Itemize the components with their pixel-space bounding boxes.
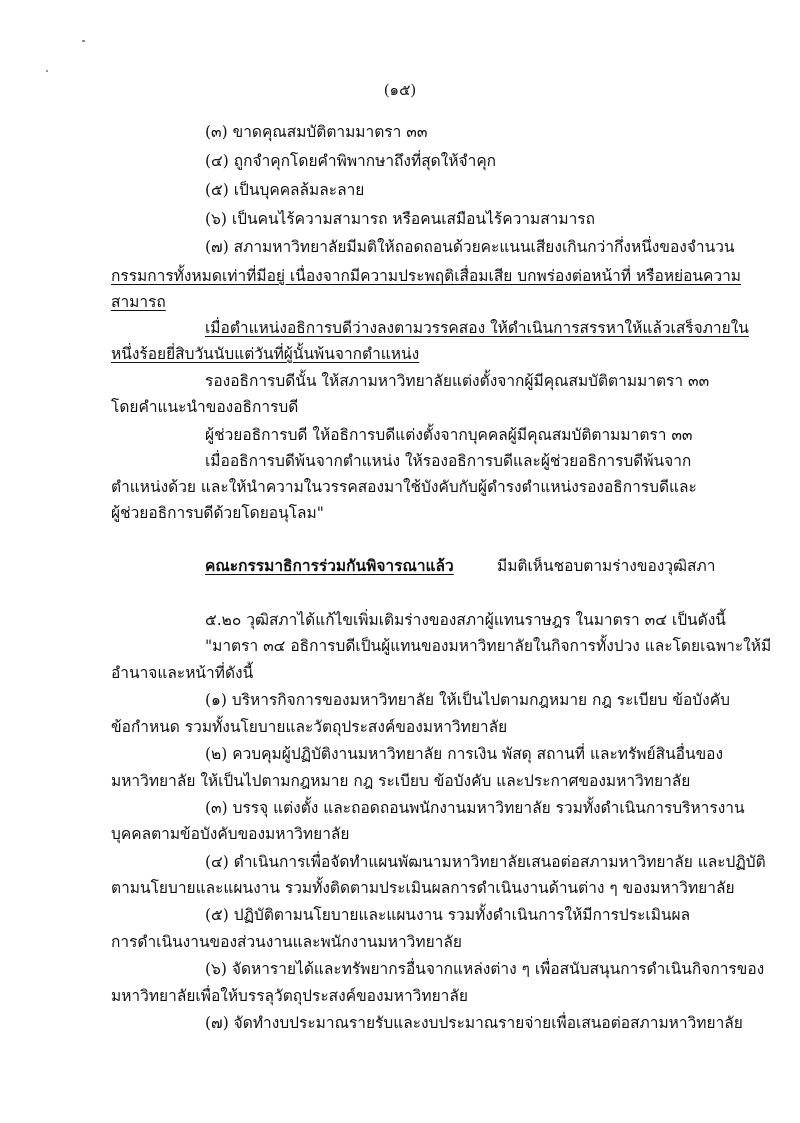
- text-line: โดยคำแนะนำของอธิการบดี: [111, 398, 299, 416]
- text-line: มหาวิทยาลัย ให้เป็นไปตามกฎหมาย กฎ ระเบียบ ข้อบังคับ และประกาศของมหาวิทยาลัย: [111, 772, 691, 790]
- text-line: มหาวิทยาลัยเพื่อให้บรรลุวัตถุประสงค์ของมหาวิทยาลัย: [111, 987, 468, 1005]
- text-line: (๖) เป็นคนไร้ความสามารถ หรือคนเสมือนไร้ความสามารถ: [205, 210, 595, 228]
- text-line: (๔) ถูกจำคุกโดยคำพิพากษาถึงที่สุดให้จำคุก: [205, 152, 497, 170]
- text-line: (๕) ปฏิบัติตามนโยบายและแผนงาน รวมทั้งดำเนินการให้มีการประเมินผล: [205, 906, 691, 924]
- text-line: ตามนโยบายและแผนงาน รวมทั้งติดตามประเมินผลการดำเนินงานด้านต่าง ๆ ของมหาวิทยาลัย: [111, 879, 735, 897]
- text-line: การดำเนินงานของส่วนงานและพนักงานมหาวิทยาลัย: [111, 933, 462, 951]
- text-line-underlined: กรรมการทั้งหมดเท่าที่มีอยู่ เนื่องจากมีความประพฤติเสื่อมเสีย บกพร่องต่อหน้าที่ หรือหย่อนความ: [111, 267, 742, 285]
- scan-speck: [46, 70, 48, 72]
- text-line: อำนาจและหน้าที่ดังนี้: [111, 664, 254, 682]
- text-line: เมื่ออธิการบดีพ้นจากตำแหน่ง ให้รองอธิการบดีและผู้ช่วยอธิการบดีพ้นจาก: [205, 452, 692, 470]
- text-line: (๓) ขาดคุณสมบัติตามมาตรา ๓๓: [205, 123, 428, 141]
- text-line: บุคคลตามข้อบังคับของมหาวิทยาลัย: [111, 825, 350, 843]
- text-line: ข้อกำหนด รวมทั้งนโยบายและวัตถุประสงค์ของมหาวิทยาลัย: [111, 718, 508, 736]
- text-line: (๕) เป็นบุคคลล้มละลาย: [205, 181, 365, 199]
- text-line: (๔) ดำเนินการเพื่อจัดทำแผนพัฒนามหาวิทยาลัยเสนอต่อสภามหาวิทยาลัย และปฏิบัติ: [205, 853, 766, 871]
- text-line: "มาตรา ๓๔ อธิการบดีเป็นผู้แทนของมหาวิทยาลัยในกิจการทั้งปวง และโดยเฉพาะให้มี: [205, 637, 772, 655]
- text-line: (๗) จัดทำงบประมาณรายรับและงบประมาณรายจ่ายเพื่อเสนอต่อสภามหาวิทยาลัย: [205, 1014, 743, 1032]
- text-line: รองอธิการบดีนั้น ให้สภามหาวิทยาลัยแต่งตั้งจากผู้มีคุณสมบัติตามมาตรา ๓๓: [205, 372, 710, 390]
- text-line-underlined: หนึ่งร้อยยี่สิบวันนับแต่วันที่ผู้นั้นพ้นจากตำแหน่ง: [111, 345, 420, 363]
- text-line: (๓) บรรจุ แต่งตั้ง และถอดถอนพนักงานมหาวิทยาลัย รวมทั้งดำเนินการบริหารงาน: [205, 799, 745, 817]
- text-line: ผู้ช่วยอธิการบดี ให้อธิการบดีแต่งตั้งจากบุคคลผู้มีคุณสมบัติตามมาตรา ๓๓: [205, 426, 693, 444]
- text-line: ๕.๒๐ วุฒิสภาได้แก้ไขเพิ่มเติมร่างของสภาผู้แทนราษฎร ในมาตรา ๓๔ เป็นดังนี้: [205, 611, 726, 629]
- scan-speck: [82, 40, 85, 42]
- text-line-underlined: เมื่อตำแหน่งอธิการบดีว่างลงตามวรรคสอง ให้ดำเนินการสรรหาให้แล้วเสร็จภายใน: [205, 319, 749, 337]
- text-line: (๒) ควบคุมผู้ปฏิบัติงานมหาวิทยาลัย การเงิน พัสดุ สถานที่ และทรัพย์สินอื่นของ: [205, 745, 724, 763]
- text-line: ตำแหน่งด้วย และให้นำความในวรรคสองมาใช้บังคับกับผู้ดำรงตำแหน่งรองอธิการบดีและ: [111, 478, 697, 496]
- text-line: (๑) บริหารกิจการของมหาวิทยาลัย ให้เป็นไปตามกฎหมาย กฎ ระเบียบ ข้อบังคับ: [205, 691, 730, 709]
- text-line: (๖) จัดหารายได้และทรัพยากรอื่นจากแหล่งต่าง ๆ เพื่อสนับสนุนการดำเนินกิจการของ: [205, 960, 765, 978]
- text-line-underlined: สามารถ: [111, 293, 166, 311]
- page-number: (๑๕): [383, 81, 417, 99]
- committee-resolution: มีมติเห็นชอบตามร่างของวุฒิสภา: [497, 557, 716, 575]
- text-line: (๗) สภามหาวิทยาลัยมีมติให้ถอดถอนด้วยคะแนนเสียงเกินกว่ากึ่งหนึ่งของจำนวน: [205, 238, 735, 256]
- committee-heading: คณะกรรมาธิการร่วมกันพิจารณาแล้ว: [205, 556, 454, 575]
- text-line: ผู้ช่วยอธิการบดีด้วยโดยอนุโลม": [111, 504, 324, 522]
